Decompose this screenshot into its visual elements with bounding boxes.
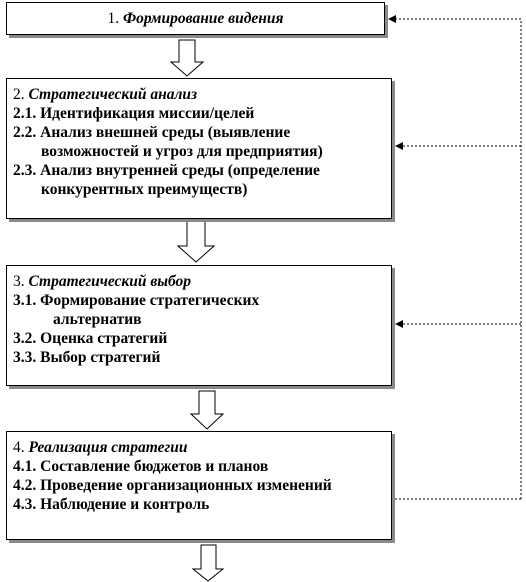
block-arrow-4-out xyxy=(193,545,223,581)
step-4-1-item xyxy=(13,457,391,476)
step-1-title-line xyxy=(7,9,384,28)
step-4-1-number: 4.1. xyxy=(13,458,37,475)
step-3-number: 3. xyxy=(13,273,25,290)
step-3-3-text: Выбор стратегий xyxy=(40,349,161,366)
step-2-2-continuation: возможностей и угроз для предприятия) xyxy=(41,143,323,160)
step-3-1-number: 3.1. xyxy=(13,292,37,309)
step-4-1-text: Составление бюджетов и планов xyxy=(40,458,269,475)
step-4-title-line xyxy=(13,438,391,457)
step-3-3-item xyxy=(13,348,391,367)
step-4-3-text: Наблюдение и контроль xyxy=(40,496,210,513)
step-2-box xyxy=(6,78,392,219)
step-3-1-continuation: альтернатив xyxy=(53,311,142,328)
step-3-2-number: 3.2. xyxy=(13,330,37,347)
step-2-2-number: 2.2. xyxy=(13,124,37,141)
step-2-number: 2. xyxy=(13,86,25,103)
step-3-box xyxy=(6,265,392,386)
step-3-2-text: Оценка стратегий xyxy=(40,330,168,347)
step-4-title: Реализация стратегии xyxy=(28,439,188,456)
step-1-number: 1. xyxy=(107,10,120,27)
step-4-box xyxy=(6,431,392,540)
step-2-3-continuation: конкурентных преимуществ) xyxy=(41,181,248,198)
step-3-title-line xyxy=(13,272,391,291)
block-arrow-3-4 xyxy=(191,391,223,429)
step-2-2-item xyxy=(13,123,391,142)
step-2-title: Стратегический анализ xyxy=(28,86,198,103)
block-arrow-1-2 xyxy=(171,40,203,76)
step-4-3-item xyxy=(13,495,391,514)
step-4-3-number: 4.3. xyxy=(13,496,37,513)
step-4-2-number: 4.2. xyxy=(13,477,37,494)
step-1-title: Формирование видения xyxy=(122,10,284,27)
step-3-2-item xyxy=(13,329,391,348)
block-arrow-2-3 xyxy=(178,221,214,262)
step-3-1-item xyxy=(13,291,391,310)
step-2-3-text-line-1: Анализ внутренней среды (определение xyxy=(40,162,320,179)
step-4-2-text: Проведение организационных изменений xyxy=(40,477,332,494)
step-4-number: 4. xyxy=(13,439,25,456)
step-2-1-item xyxy=(13,104,391,123)
step-2-3-number: 2.3. xyxy=(13,162,37,179)
step-2-2-text-line-1: Анализ внешней среды (выявление xyxy=(40,124,291,141)
step-1-box xyxy=(6,2,385,35)
step-2-title-line xyxy=(13,85,391,104)
step-2-3-item xyxy=(13,161,391,180)
step-3-3-number: 3.3. xyxy=(13,349,37,366)
step-4-2-item xyxy=(13,476,391,495)
step-2-1-text: Идентификация миссии/целей xyxy=(40,105,255,122)
step-3-title: Стратегический выбор xyxy=(28,273,192,290)
step-2-1-number: 2.1. xyxy=(13,105,37,122)
step-3-1-text-line-1: Формирование стратегических xyxy=(40,292,260,309)
